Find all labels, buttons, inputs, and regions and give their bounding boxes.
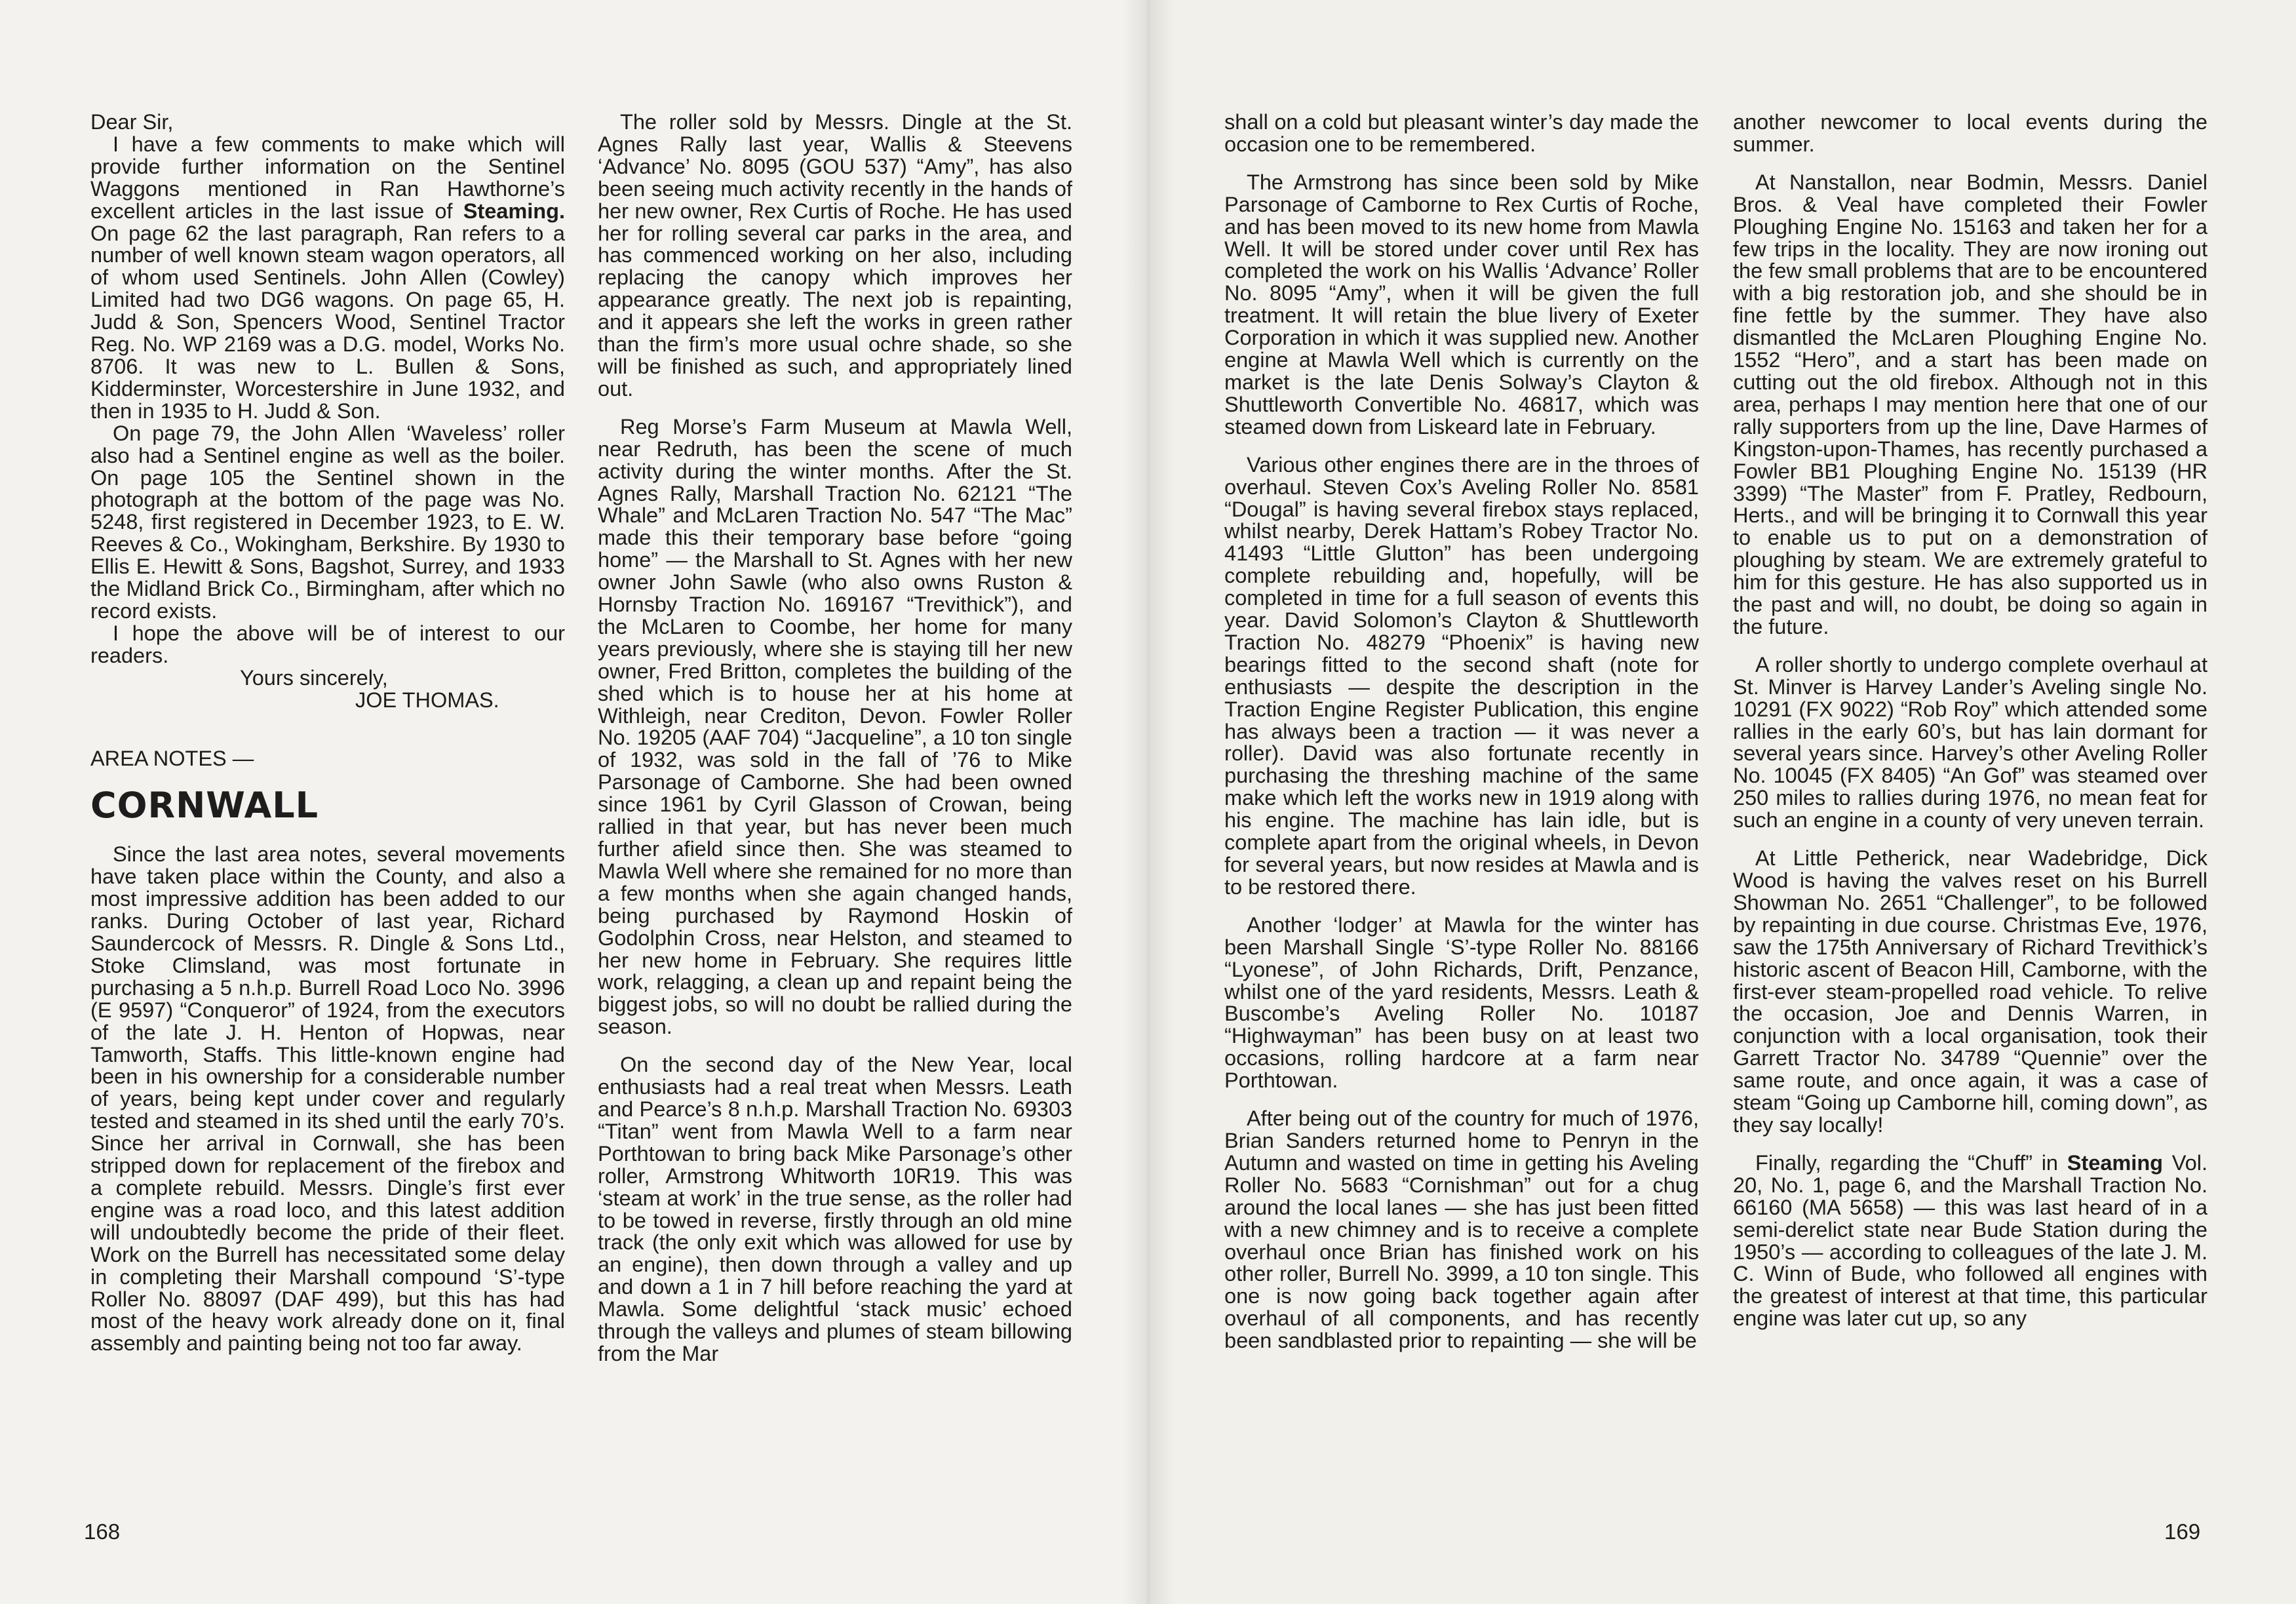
article-paragraph: After being out of the country for much of 1976, Brian Sanders returned home to Penryn in the Autumn and wasted on time in getting his Aveling Roller No. 5683 “Cornishman” out for a chug around the local lanes — she has just been fitted with a new chimney and is to receive a complete overhaul once Brian has finished work on his other roller, Burrell No. 3999, a 10 ton single. This one is now going back together again after overhaul of all components, and has recently been sandblasted prior to repainting — she will be [1224,1106,1699,1353]
magazine-title: Steaming [2067,1150,2164,1175]
article-paragraph: The roller sold by Messrs. Dingle at the St. Agnes Rally last year, Wallis & Steevens ‘Advance’ No. 8095 (GOU 537) “Amy”, has also been seeing much activity recently in the hands of her new owner, Rex Curtis of Roche. He has used her for rolling several car parks in the area, and has commenced working on her also, including replacing the canopy which improves her appearance greatly. The next job is repainting, and it appears she left the works in green rather than the firm’s more usual ochre shade, so she will be finished as such, and appropriately lined out. [598,110,1072,401]
book-gutter [1122,0,1175,1604]
column-1 [90,111,565,1355]
article-paragraph: On the second day of the New Year, local enthusiasts had a real treat when Messrs. Leath and Pearce’s 8 n.h.p. Marshall Traction No. 69303 “Titan” went from Mawla Well to a farm near Porthtowan to bring back Mike Parsonage’s other roller, Armstrong Whitworth 10R19. This was ‘steam at work’ in the true sense, as the roller had to be towed in reverse, firstly through an old mine track (the only exit which was allowed for use by an engine), then down through a valley and up and down a 1 in 7 hill before reaching the yard at Mawla. Some delightful ‘stack music’ echoed through the valleys and plumes of steam billowing from the Mar [598,1053,1072,1365]
final-paragraph-start: Finally, regarding the “Chuff” in [1755,1150,2067,1175]
page-number-left: 168 [84,1519,121,1544]
letter-paragraph-1-start: I have a few comments to make which will provide further information on the Sentinel Waggons mentioned in Ran Hawthorne’s excellent articles in the last issue of [90,132,565,223]
column-4 [1733,111,2208,1330]
magazine-title: Steaming. [463,199,565,223]
article-paragraph: shall on a cold but pleasant winter’s day made the occasion one to be remembered. [1224,110,1699,156]
page-number-right: 169 [2164,1519,2201,1544]
column-3 [1224,111,1699,1352]
letter-paragraph-2: On page 79, the John Allen ‘Waveless’ roller also had a Sentinel engine as well as the boiler. On page 105 the Sentinel shown in the photograph at the bottom of the page was No. 5248, first registered in December 1923, to E. W. Reeves & Co., Wokingham, Berkshire. By 1930 to Ellis E. Hewitt & Sons, Bagshot, Surrey, and 1933 the Midland Brick Co., Birmingham, after which no record exists. [90,421,565,623]
article-paragraph: Another ‘lodger’ at Mawla for the winter has been Marshall Single ‘S’-type Roller No. 88166 “Lyonese”, of John Richards, Drift, Penzance, whilst one of the yard residents, Messrs. Leath & Buscombe’s Aveling Roller No. 10187 “Highwayman” has been busy on at least two occasions, rolling hardcore at a farm near Porthtowan. [1224,912,1699,1093]
article-paragraph: another newcomer to local events during the summer. [1733,110,2208,156]
letter-salutation: Dear Sir, [90,110,174,134]
area-notes-label: AREA NOTES — [90,747,254,771]
final-paragraph-end: Vol. 20, No. 1, page 6, and the Marshall Traction No. 66160 (MA 5658) — this was last heard of in a semi-derelict state near Bude Station during the 1950’s — according to colleagues of the late J. M. C. Winn of Bude, who followed all engines with the greatest of interest at that time, this particular engine was later cut up, so any [1733,1150,2208,1331]
article-paragraph: At Little Petherick, near Wadebridge, Dick Wood is having the valves reset on his Burrell Showman No. 2651 “Challenger”, to be followed by repainting in due course. Christmas Eve, 1976, saw the 175th Anniversary of Richard Trevithick’s historic ascent of Beacon Hill, Camborne, with the first-ever steam-propelled road vehicle. To relive the occasion, Joe and Dennis Warren, in conjunction with a local organisation, took their Garrett Tractor No. 34789 “Quennie” over the same route, and once again, it was a case of steam “Going up Camborne hill, coming down”, as they say locally! [1733,846,2208,1137]
article-paragraph-final [1733,1152,2208,1330]
cornwall-paragraph-1: Since the last area notes, several movements have taken place within the County, and also a most impressive addition has been added to our ranks. During October of last year, Richard Saundercock of Messrs. R. Dingle & Sons Ltd., Stoke Climsland, was most fortunate in purchasing a 5 n.h.p. Burrell Road Loco No. 3996 (E 9597) “Conqueror” of 1924, from the executors of the late J. H. Henton of Hopwas, near Tamworth, Staffs. This little-known engine had been in his ownership for a considerable number of years, being kept under cover and regularly tested and steamed in its shed until the early 70’s. Since her arrival in Cornwall, she has been stripped down for replacement of the firebox and a complete rebuild. Messrs. Dingle’s first ever engine was a road loco, and this latest addition will undoubtedly become the pride of their fleet. Work on the Burrell has necessitated some delay in completing their Marshall compound ‘S’-type Roller No. 88097 (DAF 499), but this has had most of the heavy work already done on it, final assembly and painting being not too far away. [90,842,565,1356]
article-paragraph: The Armstrong has since been sold by Mike Parsonage of Camborne to Rex Curtis of Roche, and has been moved to its new home from Mawla Well. It will be stored under cover until Rex has completed the work on his Wallis ‘Advance’ Roller No. 8095 “Amy”, when it will be given the full treatment. It will retain the blue livery of Exeter Corporation in which it was supplied new. Another engine at Mawla Well which is currently on the market is the late Denis Solway’s Clayton & Shuttleworth Convertible No. 46817, which was steamed down from Liskeard late in February. [1224,170,1699,439]
letter-paragraph-3: I hope the above will be of interest to our readers. [90,621,565,667]
section-heading: CORNWALL [90,785,319,827]
column-2 [598,111,1072,1365]
letter-paragraph-1 [90,134,565,423]
article-paragraph: A roller shortly to undergo complete overhaul at St. Minver is Harvey Lander’s Aveling single No. 10291 (FX 9022) “Rob Roy” which attended some rallies in the early 60’s, but has lain dormant for several years since. Harvey’s other Aveling Roller No. 10045 (FX 8405) “An Gof” was steamed over 250 miles to rallies during 1976, no mean feat for such an engine in a county of very uneven terrain. [1733,652,2208,832]
letter-paragraph-1-end: On page 62 the last paragraph, Ran refers to a number of well known steam wagon operators, all of whom used Sentinels. John Allen (Cowley) Limited had two DG6 wagons. On page 65, H. Judd & Son, Spencers Wood, Sentinel Tractor Reg. No. WP 2169 was a D.G. model, Works No. 8706. It was new to L. Bullen & Sons, Kidderminster, Worcestershire in June 1932, and then in 1935 to H. Judd & Son. [90,221,565,423]
article-paragraph: Reg Morse’s Farm Museum at Mawla Well, near Redruth, has been the scene of much activity during the winter months. After the St. Agnes Rally, Marshall Traction No. 62121 “The Whale” and McLaren Traction No. 547 “The Mac” made this their temporary base before “going home” — the Marshall to St. Agnes with her new owner John Sawle (who also owns Ruston & Hornsby Traction No. 169167 “Trevithick”), and the McLaren to Coombe, her home for many years previously, where she is staying till her new owner, Fred Britton, completes the building of the shed which is to house her at his home at Withleigh, near Crediton, Devon. Fowler Roller No. 19205 (AAF 704) “Jacqueline”, a 10 ton single of 1932, was sold in the fall of ’76 to Mike Parsonage of Camborne. She had been owned since 1961 by Cyril Glasson of Crowan, being rallied in that year, but has never been much further afield since then. She was steamed to Mawla Well where she remained for no more than a few months when she again changed hands, being purchased by Raymond Hoskin of Godolphin Cross, near Helston, and steamed to her new home in February. She requires little work, relagging, a clean up and repaint being the biggest jobs, so will no doubt be rallied during the season. [598,414,1072,1039]
article-paragraph: Various other engines there are in the throes of overhaul. Steven Cox’s Aveling Roller No. 8581 “Dougal” is having several firebox stays replaced, whilst nearby, Derek Hattam’s Robey Tractor No. 41493 “Little Glutton” has been undergoing complete rebuilding and, hopefully, will be completed in time for a full season of events this year. David Solomon’s Clayton & Shuttleworth Traction No. 48279 “Phoenix” is having new bearings fitted to the second shaft (note for enthusiasts — despite the description in the Traction Engine Register Publication, this engine has always been a traction — it was never a roller). David was also fortunate recently in purchasing the threshing machine of the same make which left the works new in 1919 along with his engine. The machine has lain idle, but is complete apart from the original wheels, in Devon for several years, but now resides at Mawla and is to be restored there. [1224,452,1699,899]
article-paragraph: At Nanstallon, near Bodmin, Messrs. Daniel Bros. & Veal have completed their Fowler Ploughing Engine No. 15163 and taken her for a few trips in the locality. They are now ironing out the few small problems that are to be encountered with a big restoration job, and she should be in fine fettle by the summer. They have also dismantled the McLaren Ploughing Engine No. 1552 “Hero”, and a start has been made on cutting out the old firebox. Although not in this area, perhaps I may mention here that one of our rally supporters from up the line, Dave Harmes of Kingston-upon-Thames, has recently purchased a Fowler BB1 Ploughing Engine No. 15139 (HR 3399) “The Master” from F. Pratley, Redbourn, Herts., and will be bringing it to Cornwall this year to enable us to put on a demonstration of ploughing by steam. We are extremely grateful to him for this gesture. He has also supported us in the past and will, no doubt, be doing so again in the future. [1733,170,2208,638]
letter-closing: Yours sincerely, [240,665,388,690]
letter-signature: JOE THOMAS. [355,688,499,712]
